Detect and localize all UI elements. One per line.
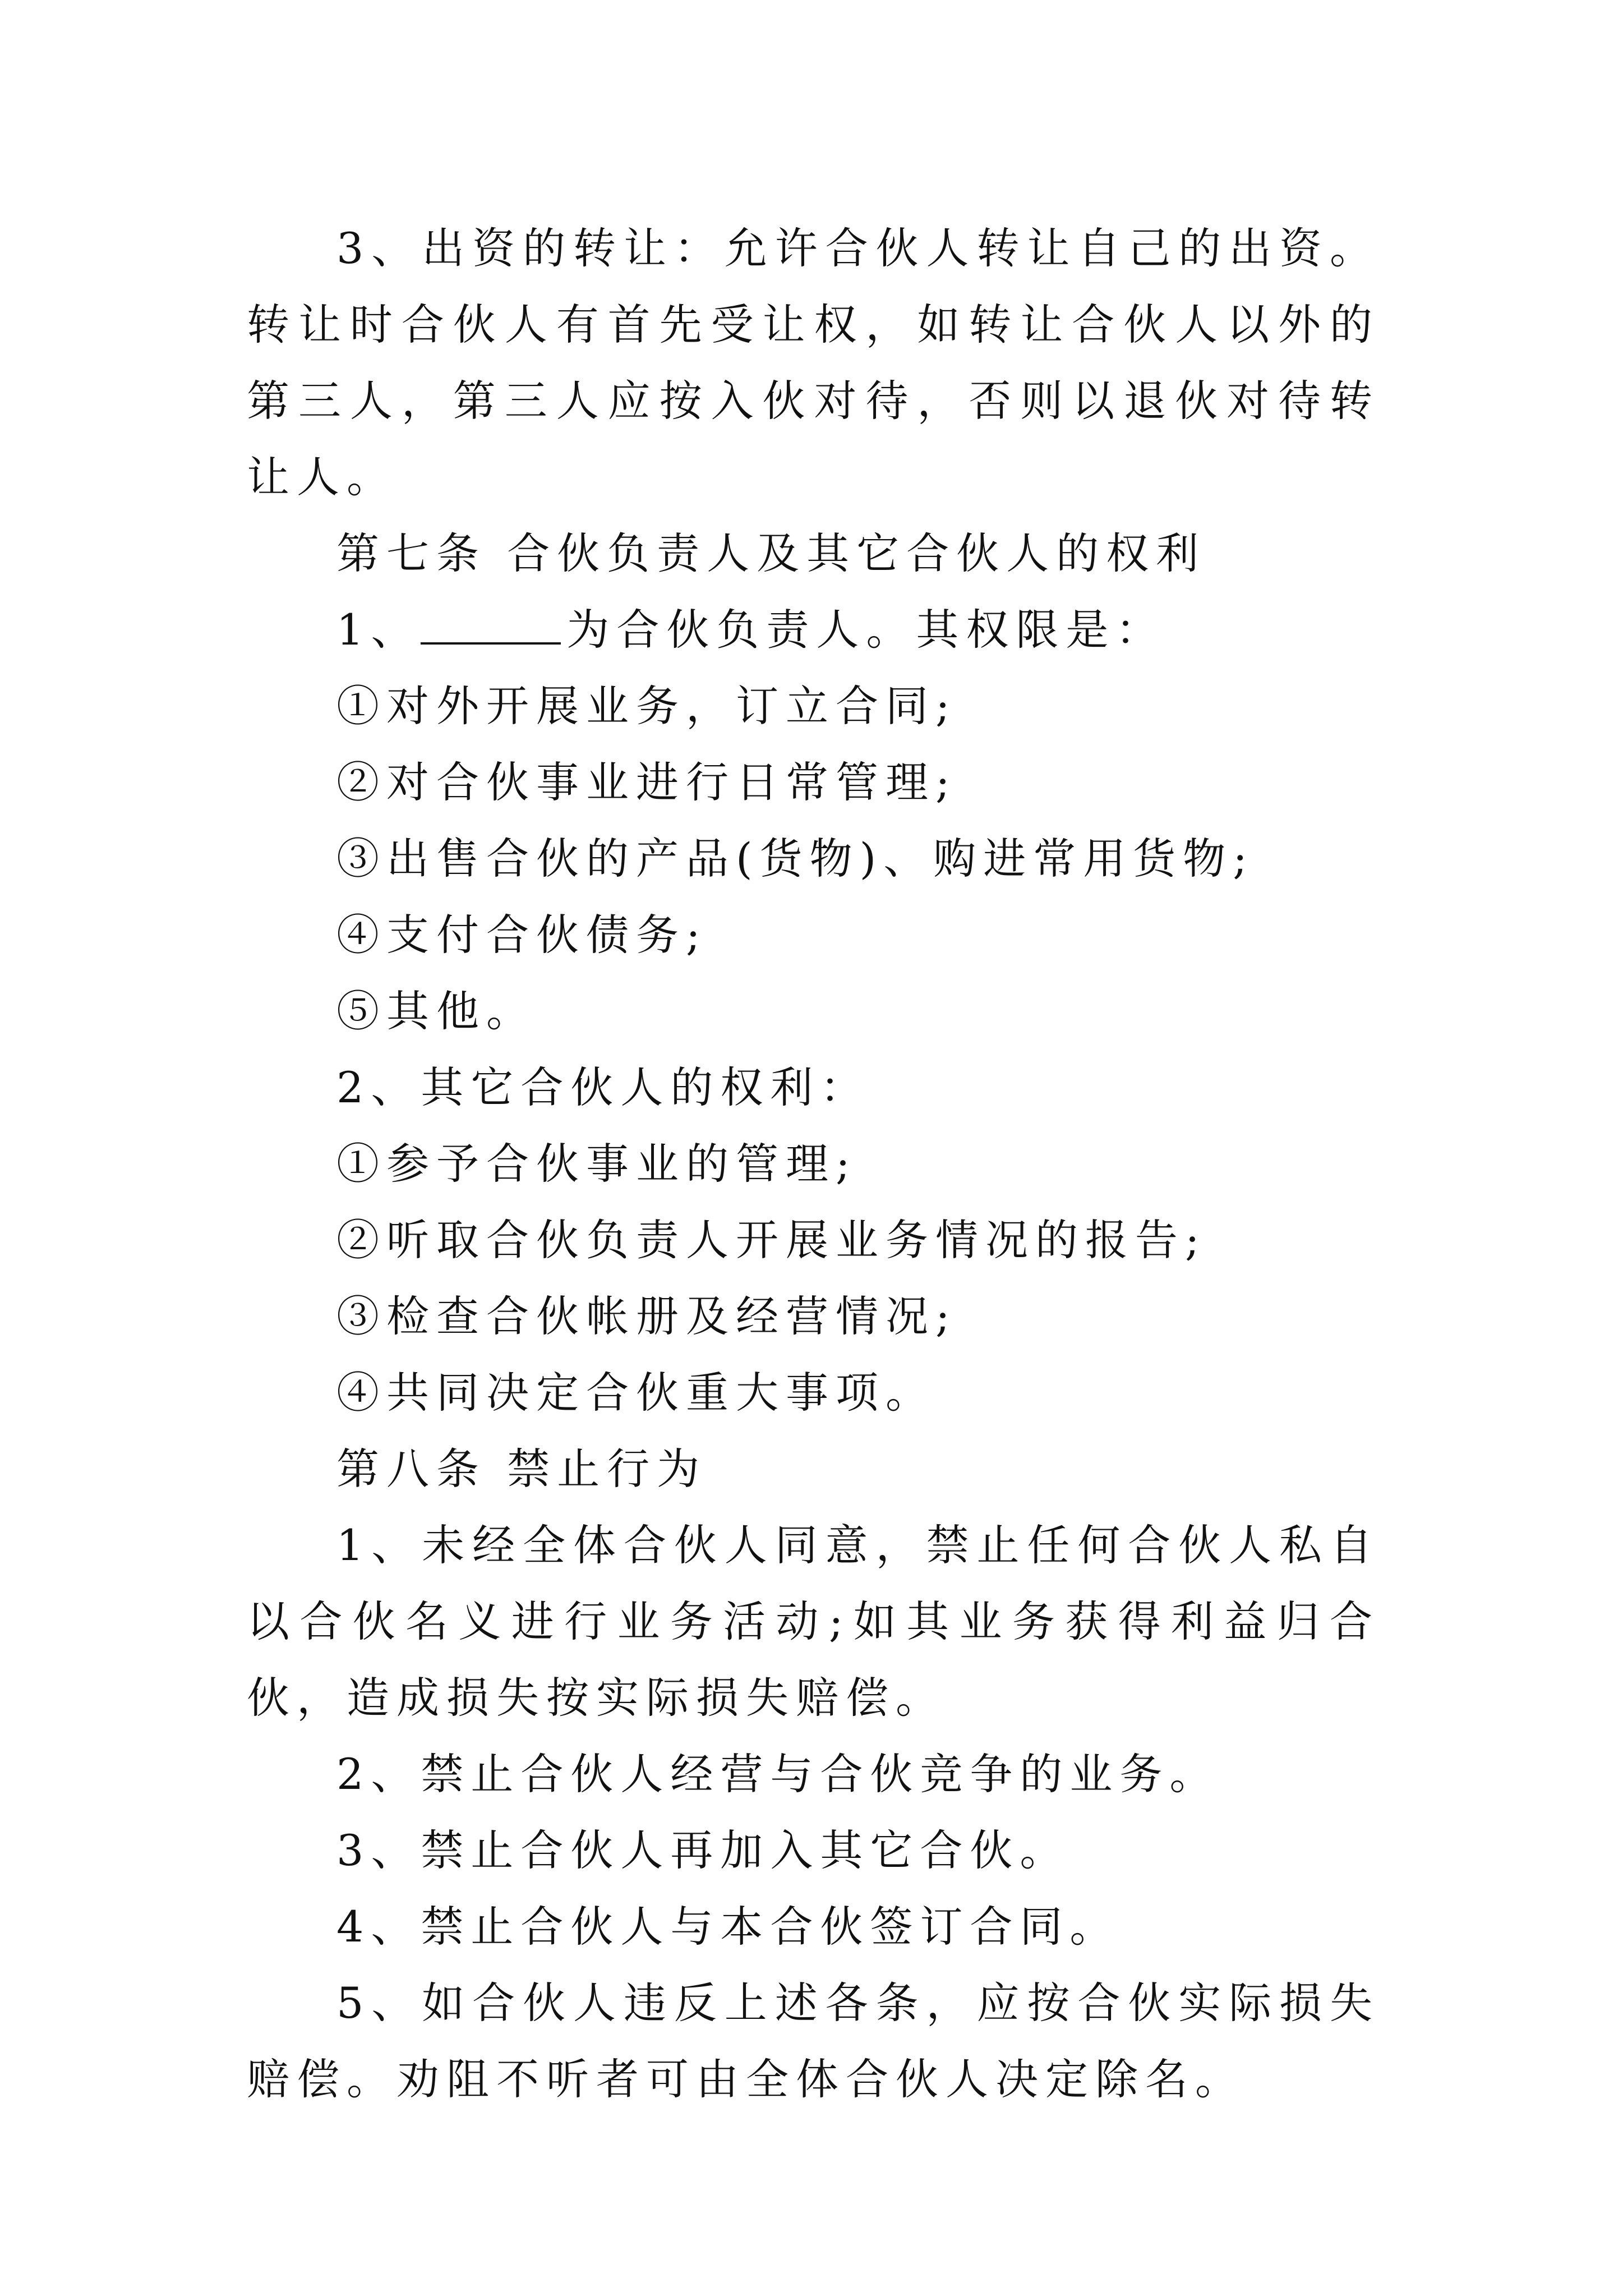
list-item-authority-2: ②对合伙事业进行日常管理; [336,757,957,807]
article-8-heading: 第八条 禁止行为 [336,1444,707,1494]
prohibition-1: 1、未经全体合伙人同意，禁止任何合伙人私自以合伙名义进行业务活动;如其业务获得利益归合伙，造成损失按实际损失赔偿。 [247,1520,1380,1723]
list-item-authority-4: ④支付合伙债务; [336,910,708,960]
list-item-rights-4: ④共同决定合伙重大事项。 [336,1368,935,1418]
prohibition-2: 2、禁止合伙人经营与合伙竞争的业务。 [336,1749,1220,1799]
paragraph-responsible-partner [247,592,1380,668]
list-item-rights-3: ③检查合伙帐册及经营情况; [336,1291,957,1341]
list-item-authority-1: ①对外开展业务，订立合同; [336,681,957,731]
document-body [247,210,1380,2118]
fill-in-blank [421,600,561,645]
prohibition-5: 5、如合伙人违反上述各条，应按合伙实际损失赔偿。劝阻不听者可由全体合伙人决定除名。 [247,1978,1380,2104]
other-partners-rights-heading: 2、其它合伙人的权利： [336,1062,870,1112]
responsible-partner-text: 为合伙负责人。其权限是： [566,605,1166,655]
prohibition-3: 3、禁止合伙人再加入其它合伙。 [336,1825,1070,1875]
paragraph-transfer-of-contribution: 3、出资的转让：允许合伙人转让自己的出资。转让时合伙人有首先受让权，如转让合伙人以外的第三人，第三人应按入伙对待，否则以退伙对待转让人。 [247,223,1380,502]
item-number: 1、 [336,605,421,655]
list-item-rights-1: ①参予合伙事业的管理; [336,1139,857,1189]
list-item-authority-5: ⑤其他。 [336,986,536,1036]
prohibition-4: 4、禁止合伙人与本合伙签订合同。 [336,1902,1120,1952]
list-item-authority-3: ③出售合伙的产品(货物)、购进常用货物; [336,834,1255,884]
list-item-rights-2: ②听取合伙负责人开展业务情况的报告; [336,1215,1207,1265]
article-7-heading: 第七条 合伙负责人及其它合伙人的权利 [336,528,1206,578]
